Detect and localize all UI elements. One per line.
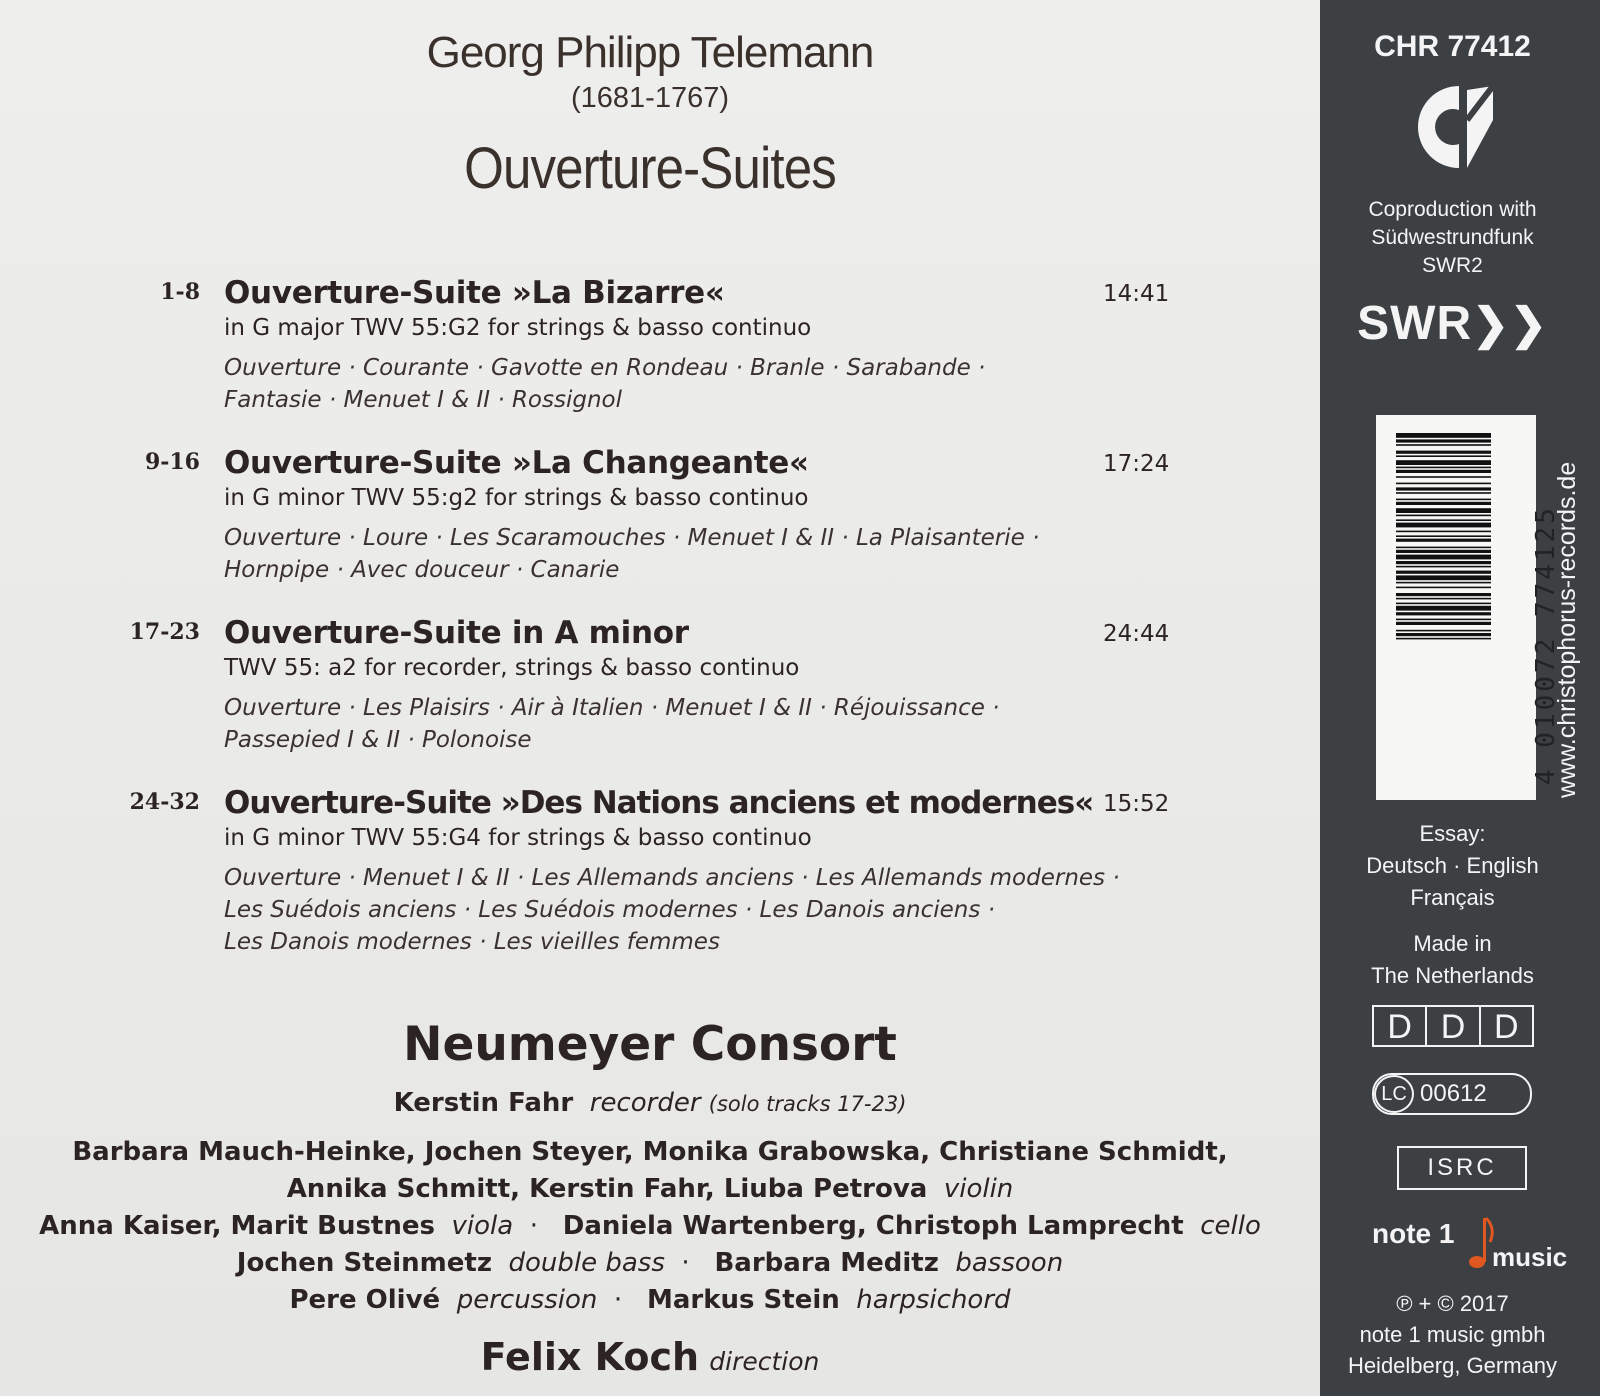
lc-label: LC — [1374, 1075, 1414, 1113]
barcode-bar — [1396, 598, 1491, 600]
track-movements: Fantasie · Menuet I & II · Rossignol — [224, 387, 622, 413]
barcode-bar — [1396, 575, 1491, 580]
barcode-bar — [1396, 523, 1491, 528]
barcode-bar — [1396, 439, 1491, 442]
barcode-bar — [1396, 531, 1491, 533]
barcode-bar — [1396, 492, 1491, 494]
label-code — [1372, 1073, 1532, 1115]
track-numbers: 9-16 — [144, 449, 200, 475]
barcode-bar — [1396, 633, 1491, 636]
barcode-bar — [1396, 502, 1491, 505]
coproduction-text — [1320, 196, 1585, 280]
coproduction-line: Südwestrundfunk — [1371, 226, 1534, 249]
swr-logo-text: SWR — [1357, 297, 1473, 350]
barcode-bar — [1396, 519, 1491, 521]
performer-name: Markus Stein — [646, 1285, 840, 1315]
barcode-bar — [1396, 582, 1491, 584]
ddd-letter: D — [1479, 1005, 1534, 1047]
barcode-bar — [1396, 470, 1491, 473]
lc-number: 00612 — [1420, 1080, 1487, 1107]
soloist-line — [0, 1088, 1300, 1118]
barcode — [1376, 415, 1561, 800]
copyright-line: note 1 music gmbh — [1359, 1322, 1546, 1347]
track-duration: 24:44 — [1103, 621, 1170, 647]
track-title: Ouverture-Suite »Des Nations anciens et modernes« — [224, 785, 1094, 821]
track-title: Ouverture-Suite »La Bizarre« — [224, 275, 725, 311]
copyright-line: ℗ + © 2017 — [1396, 1291, 1509, 1316]
barcode-bar — [1396, 444, 1491, 446]
ddd-badge — [1372, 1005, 1532, 1047]
track-duration: 14:41 — [1103, 281, 1170, 307]
coproduction-line: SWR2 — [1422, 254, 1483, 277]
label-sidebar — [1320, 0, 1600, 1396]
made-in-line: The Netherlands — [1371, 963, 1534, 988]
barcode-bar — [1396, 550, 1491, 553]
performer-name: Jochen Steinmetz — [236, 1248, 492, 1278]
essay-label: Essay: — [1419, 821, 1486, 846]
performer-role: bassoon — [955, 1248, 1064, 1278]
barcode-bar — [1396, 571, 1491, 574]
barcode-bar — [1396, 467, 1491, 469]
barcode-bar — [1396, 515, 1491, 517]
barcode-bar — [1396, 561, 1491, 564]
performer-name: Pere Olivé — [289, 1285, 441, 1315]
performer-role: percussion — [456, 1285, 598, 1315]
barcode-bar — [1396, 587, 1491, 589]
track-movements: Ouverture · Courante · Gavotte en Rondeau · Branle · Sarabande · — [224, 355, 986, 381]
performer-role: cello — [1200, 1211, 1261, 1241]
barcode-bar — [1396, 508, 1491, 513]
barcode-bar — [1396, 619, 1491, 621]
barcode-bar — [1396, 566, 1491, 568]
label-logo-text: music — [1492, 1242, 1568, 1272]
performer-note: (solo tracks 17-23) — [708, 1092, 907, 1116]
violin-line — [0, 1137, 1300, 1167]
track-movements: Les Danois modernes · Les vieilles femmes — [224, 929, 720, 955]
made-in-line: Made in — [1413, 931, 1492, 956]
track-subtitle: in G major TWV 55:G2 for strings & basso continuo — [224, 315, 812, 341]
director-name: Felix Koch — [480, 1335, 700, 1379]
track-duration: 15:52 — [1103, 791, 1170, 817]
made-in — [1320, 928, 1585, 992]
coproduction-line: Coproduction with — [1368, 198, 1537, 221]
track-duration: 17:24 — [1103, 451, 1170, 477]
barcode-digits: 4 010072 774125 — [1531, 505, 1561, 785]
track-subtitle: in G minor TWV 55:G4 for strings & basso continuo — [224, 825, 812, 851]
label-logo-text: note 1 — [1372, 1218, 1455, 1249]
track-numbers: 17-23 — [129, 619, 200, 645]
track-movements: Ouverture · Loure · Les Scaramouches · Menuet I & II · La Plaisanterie · — [224, 525, 1040, 551]
barcode-icon — [1376, 415, 1536, 800]
barcode-bar — [1396, 622, 1491, 625]
album-title: Ouverture-Suites — [464, 136, 836, 201]
track-movements: Ouverture · Les Plaisirs · Air à Italien · Menuet I & II · Réjouissance · — [224, 695, 1000, 721]
note1-logo — [1372, 1214, 1568, 1274]
barcode-bar — [1396, 499, 1491, 501]
track-title: Ouverture-Suite in A minor — [224, 615, 689, 651]
essay-info — [1320, 818, 1585, 914]
performer-role: violin — [943, 1174, 1014, 1204]
swr-logo — [1320, 296, 1585, 351]
essay-languages: Français — [1410, 885, 1495, 910]
composer-name: Georg Philipp Telemann — [426, 28, 874, 77]
performer-names: Daniela Wartenberg, Christoph Lamprecht — [562, 1211, 1184, 1241]
barcode-bar — [1396, 612, 1491, 615]
barcode-bar — [1396, 433, 1491, 438]
essay-languages: Deutsch · English — [1366, 853, 1539, 878]
ensemble-name: Neumeyer Consort — [403, 1017, 897, 1072]
track-subtitle: in G minor TWV 55:g2 for strings & basso continuo — [224, 485, 809, 511]
barcode-bar — [1396, 487, 1491, 490]
performer-role: harpsichord — [856, 1285, 1011, 1315]
performer-names: Annika Schmitt, Kerstin Fahr, Liuba Petrova — [286, 1174, 928, 1204]
ddd-letter: D — [1425, 1005, 1480, 1047]
double-chevron-icon: ❯❯ — [1472, 300, 1548, 349]
barcode-bar — [1396, 476, 1491, 478]
barcode-bar — [1396, 593, 1491, 596]
performer-role: recorder — [589, 1088, 701, 1118]
barcode-bar — [1396, 460, 1491, 465]
track-title: Ouverture-Suite »La Changeante« — [224, 445, 809, 481]
performer-name: Barbara Meditz — [714, 1248, 939, 1278]
ddd-letter: D — [1372, 1005, 1427, 1047]
performer-names: Anna Kaiser, Marit Bustnes — [39, 1211, 435, 1241]
website-text: www.christophorus-records.de — [1553, 461, 1581, 798]
barcode-bar — [1396, 547, 1491, 549]
composer-years: (1681-1767) — [571, 82, 729, 114]
track-numbers: 1-8 — [160, 279, 200, 305]
copyright-info — [1320, 1288, 1585, 1381]
barcode-bar — [1396, 555, 1491, 560]
track-movements: Passepied I & II · Polonoise — [224, 727, 532, 753]
barcode-bar — [1396, 603, 1491, 605]
barcode-bar — [1396, 539, 1491, 542]
track-movements: Ouverture · Menuet I & II · Les Allemands anciens · Les Allemands modernes · — [224, 865, 1120, 891]
website-url — [1545, 420, 1585, 800]
copyright-line: Heidelberg, Germany — [1347, 1353, 1558, 1378]
barcode-bar — [1396, 638, 1491, 640]
director-line — [0, 1335, 1300, 1379]
barcode-bar — [1396, 483, 1491, 485]
track-movements: Les Suédois anciens · Les Suédois modernes · Les Danois anciens · — [224, 897, 995, 923]
performer-role: viola — [451, 1211, 514, 1241]
barcode-bar — [1396, 630, 1491, 632]
track-subtitle: TWV 55: a2 for recorder, strings & basso continuo — [224, 655, 800, 681]
director-role: direction — [709, 1347, 820, 1376]
catalog-number: CHR 77412 — [1374, 30, 1531, 63]
perc-harpsichord-line: Pere Olivé percussion · Markus Stein harpsichord — [289, 1285, 1011, 1315]
performer-name: Kerstin Fahr — [393, 1088, 574, 1118]
performer-role: double bass — [508, 1248, 665, 1278]
barcode-bar — [1396, 535, 1491, 537]
track-numbers: 24-32 — [129, 789, 200, 815]
christophorus-logo-icon — [1415, 80, 1495, 175]
isrc-badge: ISRC — [1397, 1146, 1527, 1190]
performer-names: Barbara Mauch-Heinke, Jochen Steyer, Monika Grabowska, Christiane Schmidt, — [72, 1137, 1228, 1167]
track-movements: Hornpipe · Avec douceur · Canarie — [224, 557, 620, 583]
violin-line — [0, 1174, 1300, 1204]
barcode-bar — [1396, 451, 1491, 454]
barcode-bar — [1396, 606, 1491, 611]
bass-bassoon-line: Jochen Steinmetz double bass · Barbara Meditz bassoon — [236, 1248, 1064, 1278]
viola-cello-line: Anna Kaiser, Marit Bustnes viola · Daniela Wartenberg, Christoph Lamprecht cello — [39, 1211, 1261, 1241]
barcode-bar — [1396, 455, 1491, 457]
